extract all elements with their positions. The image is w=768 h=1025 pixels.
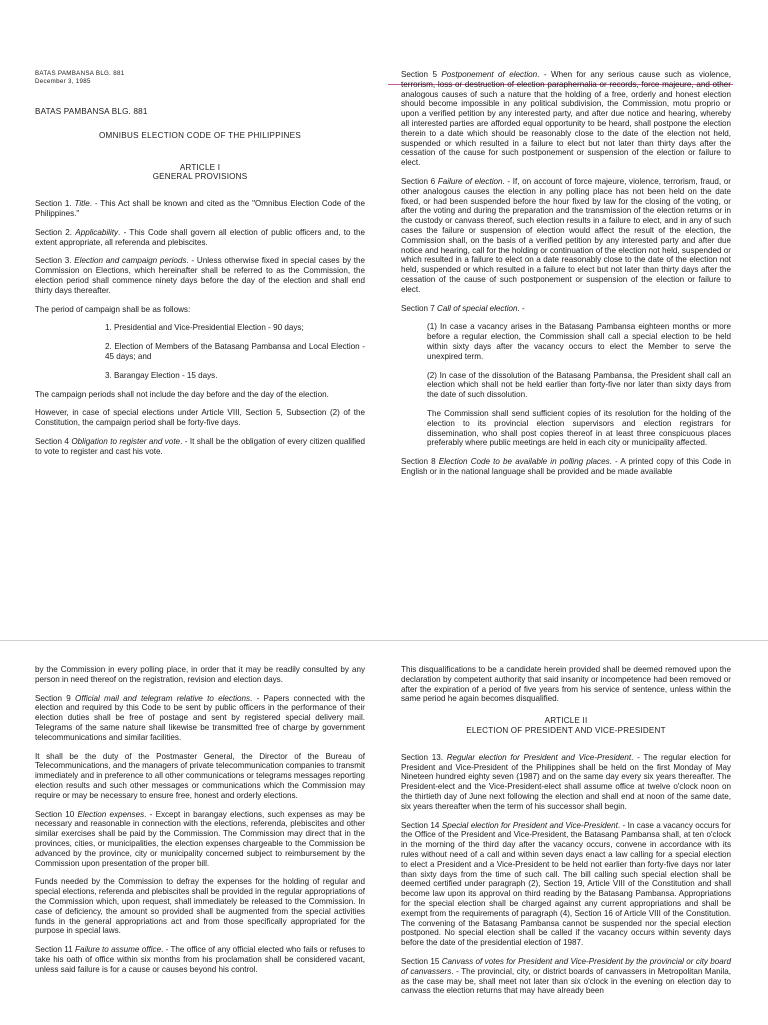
section-8: Section 8 Election Code to be available in polling places. - A printed copy of this Code in English or in the national language shall be provided and be made available: [401, 457, 731, 476]
campaign-item-3: 3. Barangay Election - 15 days.: [105, 370, 218, 380]
header-date: December 3, 1985: [35, 77, 91, 85]
section-8-continued: by the Commission in every polling place, in order that it may be readily consulted by any person in need thereof on the registration, revision and election days.: [35, 665, 365, 684]
page-2-left-column: [35, 665, 365, 984]
section-1: Section 1. Title. - This Act shall be known and cited as the "Omnibus Election Code of the Philippines.": [35, 199, 365, 218]
campaign-item-2: 2. Election of Members of the Batasang Pambansa and Local Election - 45 days; and: [105, 342, 365, 361]
article-2-title: ELECTION OF PRESIDENT AND VICE-PRESIDENT: [466, 725, 666, 735]
section-7: Section 7 Call of special election. -: [401, 303, 525, 313]
section-7-paragraph-2: (2) In case of the dissolution of the Batasang Pambansa, the President shall call an election which shall not be held earlier than forty-five nor later than sixty days from the date of such dissolution.: [427, 370, 731, 400]
section-14: Section 14 Special election for President and Vice-President. - In case a vacancy occurs for the Office of the President and Vice-President, the Batasang Pambansa shall, at ten o'clock in the morning of the third day after the vacancy occurs, convene in accordance with its rules without need of a call and within seven days enact a law calling for a special election to elect a President and a Vice-President to be held not earlier than forty-five days nor later than sixty days from the time of such call. The bill calling such special election shall be deemed certified under paragraph (2), Section 19, Article VIII of the Constitution and shall become law upon its approval on third reading by the Batasang Pambansa. Appropriations for the special election shall be charged against any current appropriations and shall be exempt from the requirements of paragraph (4), Section 16 of Article VIII of the Constitution. The convening of the Batasang Pambansa cannot be suspended nor the special election postponed. No special election shall be called if the vacancy occurs within seventy days before the date of the presidential election of 1987.: [401, 820, 731, 948]
section-7-paragraph-3: The Commission shall send sufficient copies of its resolution for the holding of the election to its provincial election supervisors and election registrars for dissemination, who shall post copies thereof in at least three conspicuous places preferably where public meetings are held in each city or municipality affected.: [427, 408, 731, 448]
section-9: Section 9 Official mail and telegram relative to elections. - Papers connected with the election and required by this Code to be sent by public officers in the performance of their election duties shall be free of postage and sent by registered special delivery mail. Telegrams of the same nature shall likewise be transmitted free of charge by government telecommunications and similar facilities.: [35, 693, 365, 742]
article-1-number: ARTICLE I: [179, 162, 221, 172]
section-2: Section 2. Applicability. - This Code shall govern all election of public officers and, to the extent appropriate, all referenda and plebiscites.: [35, 227, 365, 247]
page-2: [0, 640, 768, 1025]
section-6: Section 6 Failure of election. - If, on account of force majeure, violence, terrorism, fraud, or other analogous causes the election in any polling place has not been held on the date fixed, or had been suspended before the hour fixed by law for the closing of the voting, or after the voting and during the preparation and the transmission of the election returns or in the custody or canvass thereof, such election results in a failure to elect, and in any of such cases the failure or suspension of election would affect the result of the election, the Commission shall, on the basis of a verified petition by any interested party and after due notice and hearing, call for the holding or continuation of the election not held, suspended or which resulted in a failure to elect on a date reasonably close to the date of the election not held, suspended or which resulted in a failure to elect but not later than thirty days after the cessation of the cause of such postponement or suspension of the election or failure to elect.: [401, 176, 731, 294]
section-9-paragraph-2: It shall be the duty of the Postmaster General, the Director of the Bureau of Telecommunications, and the managers of private telecommunication companies to transmit immediately and in preference to all other communications or telegrams messages reporting election results and such other messages or communications which the Commission may require or may be necessary to ensure free, honest and orderly elections.: [35, 751, 365, 800]
article-1-heading: [35, 163, 365, 183]
page-2-right-column: [401, 665, 731, 1005]
act-name: BATAS PAMBANSA BLG. 881: [35, 107, 148, 116]
section-7-paragraph-1: (1) In case a vacancy arises in the Batasang Pambansa eighteen months or more before a regular election, the Commission shall call a special election to be held within sixty days after the vacancy occurs to elect the Member to serve the unexpired term.: [427, 322, 731, 361]
section-3: Section 3. Election and campaign periods. - Unless otherwise fixed in special cases by the Commission on Elections, which hereinafter shall be referred to as the Commission, the election period shall commence ninety days before the day of the election and shall end thirty days thereafter.: [35, 256, 366, 295]
campaign-item-1: 1. Presidential and Vice-Presidential Election - 90 days;: [105, 323, 304, 333]
article-2-heading: [401, 716, 731, 736]
section-5: Section 5 Postponement of election. - When for any serious cause such as violence, terrorism, loss or destruction of election paraphernalia or records, force majeure, and other analogous causes of such a nature that the holding of a free, orderly and honest election should become impossible in any political subdivision, the Commission, motu proprio or upon a verified petition by any interested party, and after due notice and hearing, whereby all interested parties are afforded equal opportunity to be heard, shall postpone the election therein to a date which should be reasonably close to the date of the election not held, suspended or which resulted in a failure to elect but not later than thirty days after the cessation of the cause for such postponement or suspension of the election or failure to elect.: [401, 70, 731, 168]
section-11: Section 11 Failure to assume office. - The office of any official elected who fails or refuses to take his oath of office within six months from his proclamation shall be considered vacant, unless said failure is for a cause or causes beyond his control.: [35, 945, 366, 974]
campaign-special: However, in case of special elections under Article VIII, Section 5, Subsection (2) of the Constitution, the campaign period shall be forty-five days.: [35, 408, 365, 428]
header-act: BATAS PAMBANSA BLG. 881: [35, 70, 125, 77]
campaign-exclusion: The campaign periods shall not include the day before and the day of the election.: [35, 389, 329, 399]
section-13: Section 13. Regular election for President and Vice-President. - The regular election for President and Vice-President of the Philippines shall be held on the first Monday of May Nineteen hundred eighty seven (1987) and on the same day every six years thereafter. The President-elect and the Vice-President-elect shall assume office at twelve o'clock noon on the thirtieth day of June next following the election and shall end at noon of the same date, six years thereafter when the term of his successor shall begin.: [401, 752, 731, 811]
section-10: Section 10 Election expenses. - Except in barangay elections, such expenses as may be necessary and reasonable in connection with the elections, referenda, plebiscites and other similar exercises shall be paid by the Commission. The Commission may direct that in the provinces, cities, or municipalities, the election expenses chargeable to the Commission be advanced by the province, city or municipality concerned subject to reimbursement by the Commission upon presentation of the proper bill.: [35, 809, 365, 868]
section-4: Section 4 Obligation to register and vote. - It shall be the obligation of every citizen qualified to vote to register and cast his vote.: [35, 436, 365, 456]
running-header: [35, 70, 365, 85]
page-1-right-column: [401, 70, 731, 486]
code-title: OMNIBUS ELECTION CODE OF THE PHILIPPINES: [98, 130, 302, 140]
disqualification-removal: This disqualifications to be a candidate herein provided shall be deemed removed upon the declaration by competent authority that said insanity or incompetence had been removed or after the expiration of a period of five years from his service of sentence, unless within the same period he again becomes disqualified.: [401, 665, 731, 704]
article-2-number: ARTICLE II: [544, 716, 588, 726]
page-1-left-column: [35, 70, 365, 466]
article-1-title: GENERAL PROVISIONS: [152, 172, 248, 182]
campaign-intro: The period of campaign shall be as follows:: [35, 304, 191, 314]
section-15: Section 15 Canvass of votes for President and Vice-President by the provincial or city board of canvassers. - The provincial, city, or district boards of canvassers in Metropolitan Manila, as the case may be, shall meet not later than six o'clock in the evening on election day to canvass the election returns that may have already been: [401, 956, 732, 996]
section-10-paragraph-2: Funds needed by the Commission to defray the expenses for the holding of regular and special elections, referenda and plebiscites shall be provided in the regular appropriations of the Commission which, upon request, shall immediately be released to the Commission. In case of deficiency, the amount so provided shall be augmented from the special activities funds in the general appropriations act and from those specifically appropriated for the purpose in special laws.: [35, 877, 365, 936]
